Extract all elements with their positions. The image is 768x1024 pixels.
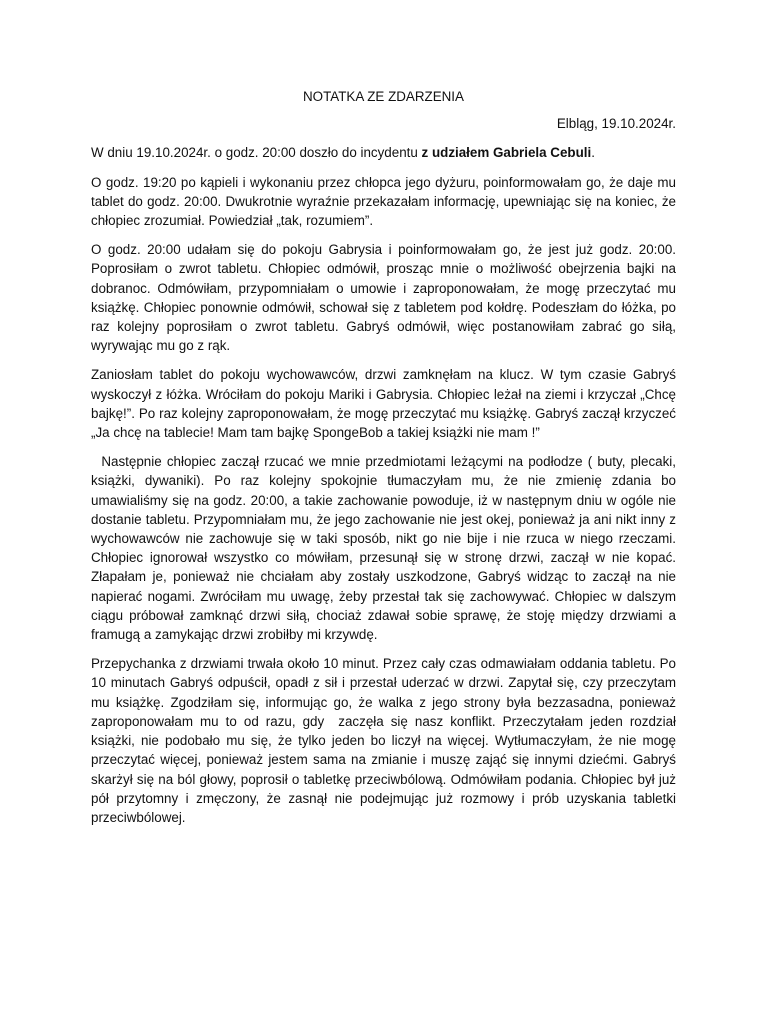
intro-paragraph [91, 143, 676, 162]
paragraph-3: Zaniosłam tablet do pokoju wychowawców, drzwi zamknęłam na klucz. W tym czasie Gabryś wyskoczył z łóżka. Wróciłam do pokoju Mariki i Gabrysia. Chłopiec leżał na ziemi i krzyczał „Chcę bajkę!”. Po raz kolejny zaproponowałam, że mogę przeczytać mu książkę. Gabryś zaczął krzyczeć „Ja chcę na tablecie! Mam tam bajkę SpongeBob a takiej książki nie mam !” [91, 367, 676, 441]
document-title: NOTATKA ZE ZDARZENIA [303, 89, 464, 104]
paragraph-2: O godz. 20:00 udałam się do pokoju Gabrysia i poinformowałam go, że jest już godz. 20:00. Poprosiłam o zwrot tabletu. Chłopiec odmówił, prosząc mnie o możliwość obejrzenia bajki na dobranoc. Odmówiłam, przypomniałam o umowie i zaproponowałam, że mogę przeczytać mu książkę. Chłopiec ponownie odmówił, schował się z tabletem pod kołdrę. Podeszłam do łóżka, po raz kolejny poprosiłam o zwrot tabletu. Gabryś odmówił, więc postanowiłam zabrać go siłą, wyrywając mu go z rąk. [91, 242, 676, 354]
intro-text: W dniu 19.10.2024r. o godz. 20:00 doszło do incydentu [91, 145, 422, 161]
document-page [91, 87, 680, 837]
paragraph-4: Następnie chłopiec zaczął rzucać we mnie przedmiotami leżącymi na podłodze ( buty, plecaki, książki, dywaniki). Po raz kolejny spokojnie tłumaczyłam mu, że nie zmienię zdania bo umawialiśmy się na godz. 20:00, a takie zachowanie powoduje, iż w następnym dniu w ogóle nie dostanie tabletu. Przypomniałam mu, że jego zachowanie nie jest okej, ponieważ ja ani nikt inny z wychowawców nie zachowuje się w taki sposób, nikt go nie bije i nie rzuca w niego rzeczami. Chłopiec ignorował wszystko co mówiłam, przesunął się w stronę drzwi, zaczął w nie kopać. Złapałam je, ponieważ nie chciałam aby zostały uszkodzone, Gabryś widząc to zaczął na nie napierać nogami. Zwróciłam mu uwagę, żeby przestał tak się zachowywać. Chłopiec w dalszym ciągu próbował zamknąć drzwi siłą, chociaż zdawał sobie sprawę, że stoję między drzwiami a framugą a zamykając drzwi zrobiłby mi krzywdę. [91, 454, 680, 643]
intro-bold-text: z udziałem Gabriela Cebuli [421, 145, 592, 161]
place-and-date: Elbląg, 19.10.2024r. [556, 116, 676, 132]
paragraph-5: Przepychanka z drzwiami trwała około 10 minut. Przez cały czas odmawiałam oddania tabletu. Po 10 minutach Gabryś odpuścił, opadł z sił i przestał uderzać w drzwi. Zapytał się, czy przeczytam mu książkę. Zgodziłam się, informując go, że walka z jego strony była bezzasadna, ponieważ zaproponowałam mu to od razu, gdy zaczęła się nasz konflikt. Przeczytałam jeden rozdział książki, nie podobało mu się, że tylko jeden bo liczył na więcej. Wytłumaczyłam, że nie mogę przeczytać więcej, ponieważ jestem sama na zmianie i muszę zająć się innymi dziećmi. Gabryś skarżył się na ból głowy, poprosił o tabletkę przeciwbólową. Odmówiłam podania. Chłopiec był już pół przytomny i zmęczony, że zasnął nie podejmując już rozmowy i prób uzyskania tabletki przeciwbólowej. [91, 656, 680, 825]
paragraph-1: O godz. 19:20 po kąpieli i wykonaniu przez chłopca jego dyżuru, poinformowałam go, że daje mu tablet do godz. 20:00. Dwukrotnie wyraźnie przekazałam informację, upewniając się na koniec, że chłopiec zrozumiał. Powiedział „tak, rozumiem”. [91, 174, 676, 229]
intro-end: . [591, 145, 595, 161]
